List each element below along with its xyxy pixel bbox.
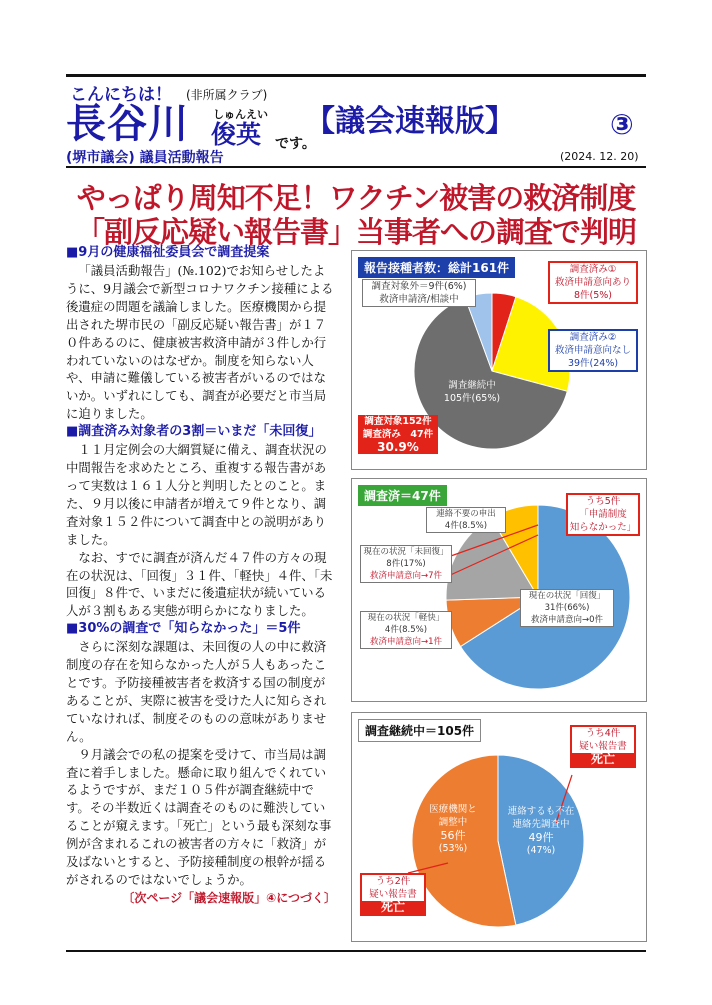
chart2-label-recovered	[520, 589, 614, 627]
chart1-label-excluded	[362, 279, 476, 307]
chart2-unrecovered-line1: 現在の状況「未回復」	[363, 547, 449, 557]
chart3-title: 調査継続中＝105件	[358, 719, 481, 742]
chart1-label-ongoing	[432, 379, 512, 405]
chart2-nocontact-line1: 連絡不要の申出	[436, 509, 496, 519]
chart2-label-improved	[360, 611, 452, 649]
greeting: こんにちは！	[70, 85, 172, 105]
chart2-callout-box	[566, 493, 640, 536]
chart-panel-3	[351, 712, 647, 942]
chart3-coord-line3: 56件	[440, 829, 466, 842]
chart2-callout-line-a: うち5件	[585, 496, 621, 507]
section-body-2a: １１月定例会の大綱質疑に備え、調査状況の中間報告を求めたところ、重複する報告書があって実数は１６１人分と判明したとのこと。また、９月以後に申請者が増えて９件となり、調査対象１５２件について調査中との説明がありました。	[66, 442, 327, 547]
chart1-done2-line2: 救済申請意向なし	[554, 345, 631, 356]
chart3-absent-line2: 連絡先調査中	[512, 819, 570, 830]
name-ruby: しゅんえい	[213, 108, 268, 121]
chart3-label-absent	[502, 805, 580, 857]
chart3-coord-line1: 医療機関と	[429, 804, 477, 815]
chart1-note-line1: 調査対象152件	[364, 416, 432, 427]
chart1-done1-line2: 救済申請意向あり	[554, 277, 631, 288]
chart2-recovered-line2: 31件(66%)	[544, 603, 590, 613]
bottom-rule	[66, 950, 646, 952]
chart3-absent-line3: 49件	[528, 831, 554, 844]
article-column	[66, 244, 336, 906]
section-body-2b: なお、すでに調査が済んだ４７件の方々の現在の状況は、「回復」３１件、「軽快」４件、「未回復」８件で、いまだに後遺症状が続いている人が３割もある実態が明らかになりました。	[66, 549, 333, 619]
section-title-2: ■調査済み対象者の3割＝いまだ「未回復」	[66, 424, 322, 440]
chart-panel-2	[351, 478, 647, 702]
header-rule	[66, 166, 646, 168]
chart2-label-unrecovered	[360, 545, 452, 583]
chart-panel-1	[351, 250, 647, 470]
chart2-callout-line-c: 知らなかった」	[569, 522, 637, 533]
chart3-right-line1: うち4件	[585, 728, 621, 739]
chart1-label-done1	[548, 261, 638, 304]
chart2-label-nocontact	[426, 507, 506, 533]
chart2-title: 調査済＝47件	[358, 485, 447, 506]
issue-number: ③	[610, 108, 634, 141]
chart3-left-line1: うち2件	[375, 876, 411, 887]
chart2-unrecovered-line3: 救済申請意向→7件	[369, 571, 443, 581]
chart1-done2-line3: 39件(24%)	[567, 358, 619, 369]
chart2-nocontact-line2: 4件(8.5%)	[444, 521, 488, 531]
given-name: 俊英	[211, 120, 262, 149]
chart1-done1-line3: 8件(5%)	[573, 290, 613, 301]
surname: 長谷川	[66, 101, 189, 147]
chart3-right-line3: 死亡	[572, 753, 634, 766]
chart2-recovered-line3: 救済申請意向→0件	[530, 615, 604, 625]
section-title-1: ■9月の健康福祉委員会で調査提案	[66, 245, 270, 260]
chart3-absent-line1: 連絡するも不在	[507, 806, 575, 817]
headline-line1: やっぱり周知不足！ワクチン被害の救済制度	[76, 181, 636, 215]
chart2-improved-line3: 救済申請意向→1件	[369, 637, 443, 647]
chart1-done2-line1: 調査済み②	[569, 332, 617, 343]
chart3-left-line3: 死亡	[362, 901, 424, 914]
section-body-3a: さらに深刻な課題は、未回復の人の中に救済制度の存在を知らなかった人が５人もあったことです。予防接種被害者を救済する国の制度があることが、実際に被害を受けた人に知らされていなければ、制度そのものの意味がありません。	[66, 639, 327, 744]
chart1-note-line2: 調査済み 47件	[362, 429, 434, 440]
bulletin-title: 【議会速報版】	[305, 104, 515, 139]
issue-date: (2024. 12. 20)	[560, 150, 639, 163]
chart1-excluded-line2: 救済申請済/相談中	[379, 294, 459, 305]
chart3-absent-line4: (47%)	[526, 845, 556, 856]
chart2-improved-line2: 4件(8.5%)	[384, 625, 428, 635]
section-body-1: 「議員活動報告」(№.102)でお知らせしたように、9月議会で新型コロナワクチン接種による後遺症の問題を議論しました。医療機関から提出された堺市民の「副反応疑い報告書」が１７０件あるのに、健康被害救済申請が３件しか行われていないのはなぜか。制度を知らない人や、申請に難儀している被害者がいるのではないか。いずれにしても、調査が必要だと市当局に迫りました。	[66, 263, 334, 422]
chart3-coord-line4: (53%)	[438, 843, 468, 854]
council-report-label: (堺市議会) 議員活動報告	[66, 150, 224, 166]
chart2-callout-line-b: 「申請制度	[579, 509, 627, 520]
chart1-title: 報告接種者数：総計161件	[358, 257, 515, 278]
chart1-note-box	[358, 415, 438, 454]
chart1-note-line3: 30.9%	[377, 440, 419, 454]
chart1-label-done2	[548, 329, 638, 372]
chart2-recovered-line1: 現在の状況「回復」	[528, 591, 606, 601]
chart2-improved-line1: 現在の状況「軽快」	[367, 613, 445, 623]
top-rule	[66, 74, 646, 77]
section-body-3b: ９月議会での私の提案を受けて、市当局は調査に着手しました。懸命に取り組んでくれているようですが、まだ１０５件が調査継続中です。その半数近くは調査そのものに難渋していることが窺えます。「死亡」という最も深刻な事例が含まれるこれの被害者の方々に「救済」が及ばないとすると、予防接種制度の根幹が揺るがされるのではないでしょうか。	[66, 746, 332, 887]
chart3-label-coordinating	[418, 803, 488, 855]
continue-note: 〔次ページ「議会速報版」④につづく〕	[122, 890, 336, 905]
chart3-left-line2: 疑い報告書	[369, 889, 417, 900]
chart3-coord-line2: 調整中	[438, 817, 468, 828]
chart3-callout-left	[360, 873, 426, 916]
chart2-unrecovered-line2: 8件(17%)	[386, 559, 426, 569]
section-title-3: ■30%の調査で「知らなかった」＝5件	[66, 621, 301, 637]
chart3-callout-right	[570, 725, 636, 768]
desu-text: です。	[275, 136, 316, 152]
party-affiliation: (非所属クラブ)	[186, 88, 268, 102]
chart1-excluded-line1: 調査対象外＝9件(6%)	[371, 281, 467, 292]
chart1-ongoing-line1: 調査継続中	[448, 380, 496, 391]
chart1-ongoing-line2: 105件(65%)	[443, 393, 501, 404]
chart3-right-line2: 疑い報告書	[579, 741, 627, 752]
chart1-done1-line1: 調査済み①	[569, 264, 617, 275]
headline-line2: 「副反応疑い報告書」当事者への調査で判明	[75, 215, 636, 249]
